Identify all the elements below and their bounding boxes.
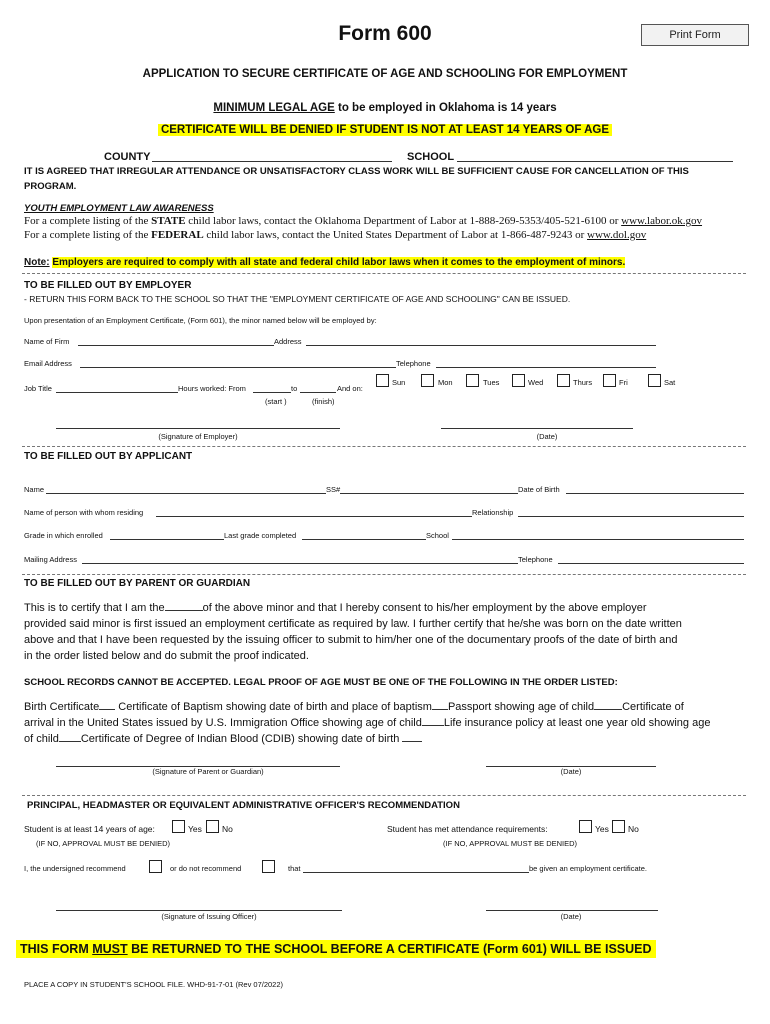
ss-label: SS# [326,485,341,494]
attendance-no-label: No [628,824,639,834]
print-form-button[interactable]: Print Form [641,24,749,46]
grade-label: Grade in which enrolled [24,531,103,540]
records-notice: SCHOOL RECORDS CANNOT BE ACCEPTED. LEGAL PROOF OF AGE MUST BE ONE OF THE FOLLOWING IN THE ORDER LISTED: [24,677,618,688]
job-title-label: Job Title [24,384,52,393]
day-sat-checkbox[interactable] [648,374,661,387]
day-wed-checkbox[interactable] [512,374,525,387]
section-divider [22,273,746,274]
dol-link[interactable]: www.dol.gov [587,229,647,241]
do-not-label: or do not recommend [170,864,242,873]
denied-notice: CERTIFICATE WILL BE DENIED IF STUDENT IS NOT AT LEAST 14 YEARS OF AGE [158,124,612,136]
agreement-line-2: PROGRAM. [24,181,77,192]
school-label-applicant: School [426,531,449,540]
form-title: Form 600 [338,22,432,45]
day-sat-label: Sat [664,378,676,387]
certificate-of-label: Certificate of [622,701,684,713]
grade-field[interactable] [110,539,224,540]
insurance-field[interactable] [59,741,81,742]
federal-pre: For a complete listing of the [24,229,152,241]
min-age-label: MINIMUM LEGAL AGE [213,102,335,114]
mailing-label: Mailing Address [24,555,77,564]
awareness-heading: YOUTH EMPLOYMENT LAW AWARENESS [24,203,214,214]
attendance-question: Student has met attendance requirements: [387,824,548,834]
email-field[interactable] [80,367,396,368]
officer-signature-label: (Signature of Issuing Officer) [161,912,257,921]
day-fri-checkbox[interactable] [603,374,616,387]
principal-heading: PRINCIPAL, HEADMASTER OR EQUIVALENT ADMINISTRATIVE OFFICER'S RECOMMENDATION [27,800,460,811]
officer-signature-field[interactable] [56,910,342,911]
form-subtitle: APPLICATION TO SECURE CERTIFICATE OF AGE AND SCHOOLING FOR EMPLOYMENT [142,68,628,80]
arrival-label: arrival in the United States issued by U.S. Immigration Office showing age of child [24,717,422,729]
do-not-recommend-checkbox[interactable] [262,860,275,873]
state-law-line [24,215,702,227]
cdib-field[interactable] [402,741,422,742]
parent-para-line-2: provided said minor is first issued an employment certificate as required by law. I further certify that he/she was born on the date written [24,618,682,630]
applicant-school-field[interactable] [452,539,744,540]
applicant-name-label: Name [24,485,45,494]
federal-law-line [24,229,646,241]
age-denied-note: (IF NO, APPROVAL MUST BE DENIED) [36,839,171,848]
day-thurs-label: Thurs [573,378,593,387]
county-field[interactable] [152,161,392,162]
parent-para-line-3: above and that I have been requested by the issuing officer to submit to him/her one of the documentary proofs of the date of birth and [24,634,678,646]
address-label: Address [274,337,302,346]
day-thurs-checkbox[interactable] [557,374,570,387]
firm-label: Name of Firm [24,337,70,346]
cdib-label: Certificate of Degree of Indian Blood (CDIB) showing date of birth [80,733,400,745]
dob-field[interactable] [566,493,744,494]
state-pre: For a complete listing of the [24,215,152,227]
recommend-label: I, the undersigned recommend [24,864,126,873]
employer-signature-field[interactable] [56,428,340,429]
return-form-notice [16,940,656,958]
passport-field[interactable] [594,709,622,710]
dob-label: Date of Birth [518,485,560,494]
return-must: MUST [92,942,128,956]
firm-field[interactable] [78,345,274,346]
birth-cert-label: Birth Certificate [24,701,100,713]
day-fri-label: Fri [619,378,628,387]
hours-to-field[interactable] [300,392,336,393]
parent-heading: TO BE FILLED OUT BY PARENT OR GUARDIAN [24,578,251,589]
hours-label: Hours worked: From [178,384,246,393]
return-post: BE RETURNED TO THE SCHOOL BEFORE A CERTIFICATE (Form 601) WILL BE ISSUED [127,942,652,956]
attendance-yes-checkbox[interactable] [579,820,592,833]
residing-label: Name of person with whom residing [24,508,144,517]
to-label: to [291,384,298,393]
section-divider [22,574,746,575]
officer-date-field[interactable] [486,910,658,911]
applicant-telephone-field[interactable] [558,563,744,564]
employer-signature-label: (Signature of Employer) [158,432,238,441]
insurance-label: Life insurance policy at least one year old showing age [443,717,711,729]
attendance-yes-label: Yes [595,824,609,834]
note-text: Employers are required to comply with all state and federal child labor laws when it comes to the employment of minors. [52,257,626,268]
proof-line-3 [24,731,422,747]
county-label: COUNTY [104,151,151,163]
applicant-telephone-label: Telephone [518,555,553,564]
email-label: Email Address [24,359,72,368]
student-name-field[interactable] [303,872,529,873]
proof-line-2 [24,715,710,731]
and-on-label: And on: [337,384,363,393]
labor-ok-link[interactable]: www.labor.ok.gov [621,215,703,227]
note-line [24,257,625,268]
start-label: (start ) [265,397,287,406]
file-note: PLACE A COPY IN STUDENT'S SCHOOL FILE. WHD-91-7-01 (Rev 07/2022) [24,980,284,989]
last-grade-field[interactable] [302,539,426,540]
mailing-field[interactable] [82,563,518,564]
attendance-no-checkbox[interactable] [612,820,625,833]
baptism-field[interactable] [432,709,448,710]
passport-label: Passport showing age of child [447,701,595,713]
age-yes-checkbox[interactable] [172,820,185,833]
day-sun-checkbox[interactable] [376,374,389,387]
parent-para-line-1 [24,600,647,616]
baptism-label: Certificate of Baptism showing date of birth and place of baptism [118,701,432,713]
agreement-line-1: IT IS AGREED THAT IRREGULAR ATTENDANCE OR UNSATISFACTORY CLASS WORK WILL BE SUFFICIENT CAUSE FOR CANCELLATION OF THIS [24,166,689,177]
day-mon-label: Mon [438,378,453,387]
hours-from-field[interactable] [253,392,291,393]
day-mon-checkbox[interactable] [421,374,434,387]
telephone-field[interactable] [436,367,656,368]
p1b-text: of the above minor and that I hereby consent to his/her employment by the above employer [202,602,647,614]
last-grade-label: Last grade completed [224,531,297,540]
applicant-name-field[interactable] [46,493,326,494]
that-label: that [288,864,301,873]
day-wed-label: Wed [528,378,544,387]
employer-heading: TO BE FILLED OUT BY EMPLOYER [24,280,192,291]
ss-field[interactable] [340,493,518,494]
officer-date-label: (Date) [560,912,582,921]
address-field[interactable] [306,345,656,346]
age-no-checkbox[interactable] [206,820,219,833]
telephone-label: Telephone [396,359,431,368]
federal-post: child labor laws, contact the United States Department of Labor at 1-866-487-9243 or [203,229,588,241]
school-field[interactable] [457,161,733,162]
parent-para-line-4: in the order listed below and do submit the proof indicated. [24,650,309,662]
state-post: child labor laws, contact the Oklahoma Department of Labor at 1-888-269-5353/405-521-6100 or [185,215,622,227]
relationship-field[interactable] [518,516,744,517]
recommend-checkbox[interactable] [149,860,162,873]
attendance-denied-note: (IF NO, APPROVAL MUST BE DENIED) [443,839,578,848]
residing-field[interactable] [156,516,472,517]
return-pre: THIS FORM [20,942,93,956]
of-child-label: of child [24,733,59,745]
state-bold: STATE [151,215,186,227]
return-note: - RETURN THIS FORM BACK TO THE SCHOOL SO THAT THE "EMPLOYMENT CERTIFICATE OF AGE AND SCHOOLING" CAN BE ISSUED. [24,294,571,304]
proof-line-1 [24,699,684,715]
employer-date-label: (Date) [536,432,558,441]
min-age-line [0,102,770,114]
note-label: Note: [24,257,50,268]
age-yes-label: Yes [188,824,202,834]
arrival-field[interactable] [422,725,444,726]
relation-field[interactable] [165,610,203,611]
federal-bold: FEDERAL [151,229,204,241]
parent-signature-label: (Signature of Parent or Guardian) [152,767,264,776]
day-tues-label: Tues [483,378,500,387]
parent-date-label: (Date) [560,767,582,776]
age-no-label: No [222,824,233,834]
job-title-field[interactable] [56,392,178,393]
school-label: SCHOOL [407,151,455,163]
age-question: Student is at least 14 years of age: [24,824,155,834]
relationship-label: Relationship [472,508,514,517]
section-divider [22,446,746,447]
section-divider [22,795,746,796]
day-tues-checkbox[interactable] [466,374,479,387]
presentation-note: Upon presentation of an Employment Certificate, (Form 601), the minor named below will be employed by: [24,316,377,325]
denied-notice-row [0,120,770,138]
p1-text: This is to certify that I am the [24,602,165,614]
birth-cert-field[interactable] [99,709,115,710]
employer-date-field[interactable] [441,428,633,429]
day-sun-label: Sun [392,378,406,387]
applicant-heading: TO BE FILLED OUT BY APPLICANT [24,451,193,462]
finish-label: (finish) [312,397,335,406]
min-age-rest: to be employed in Oklahoma is 14 years [338,102,557,114]
be-given-label: be given an employment certificate. [529,864,647,873]
